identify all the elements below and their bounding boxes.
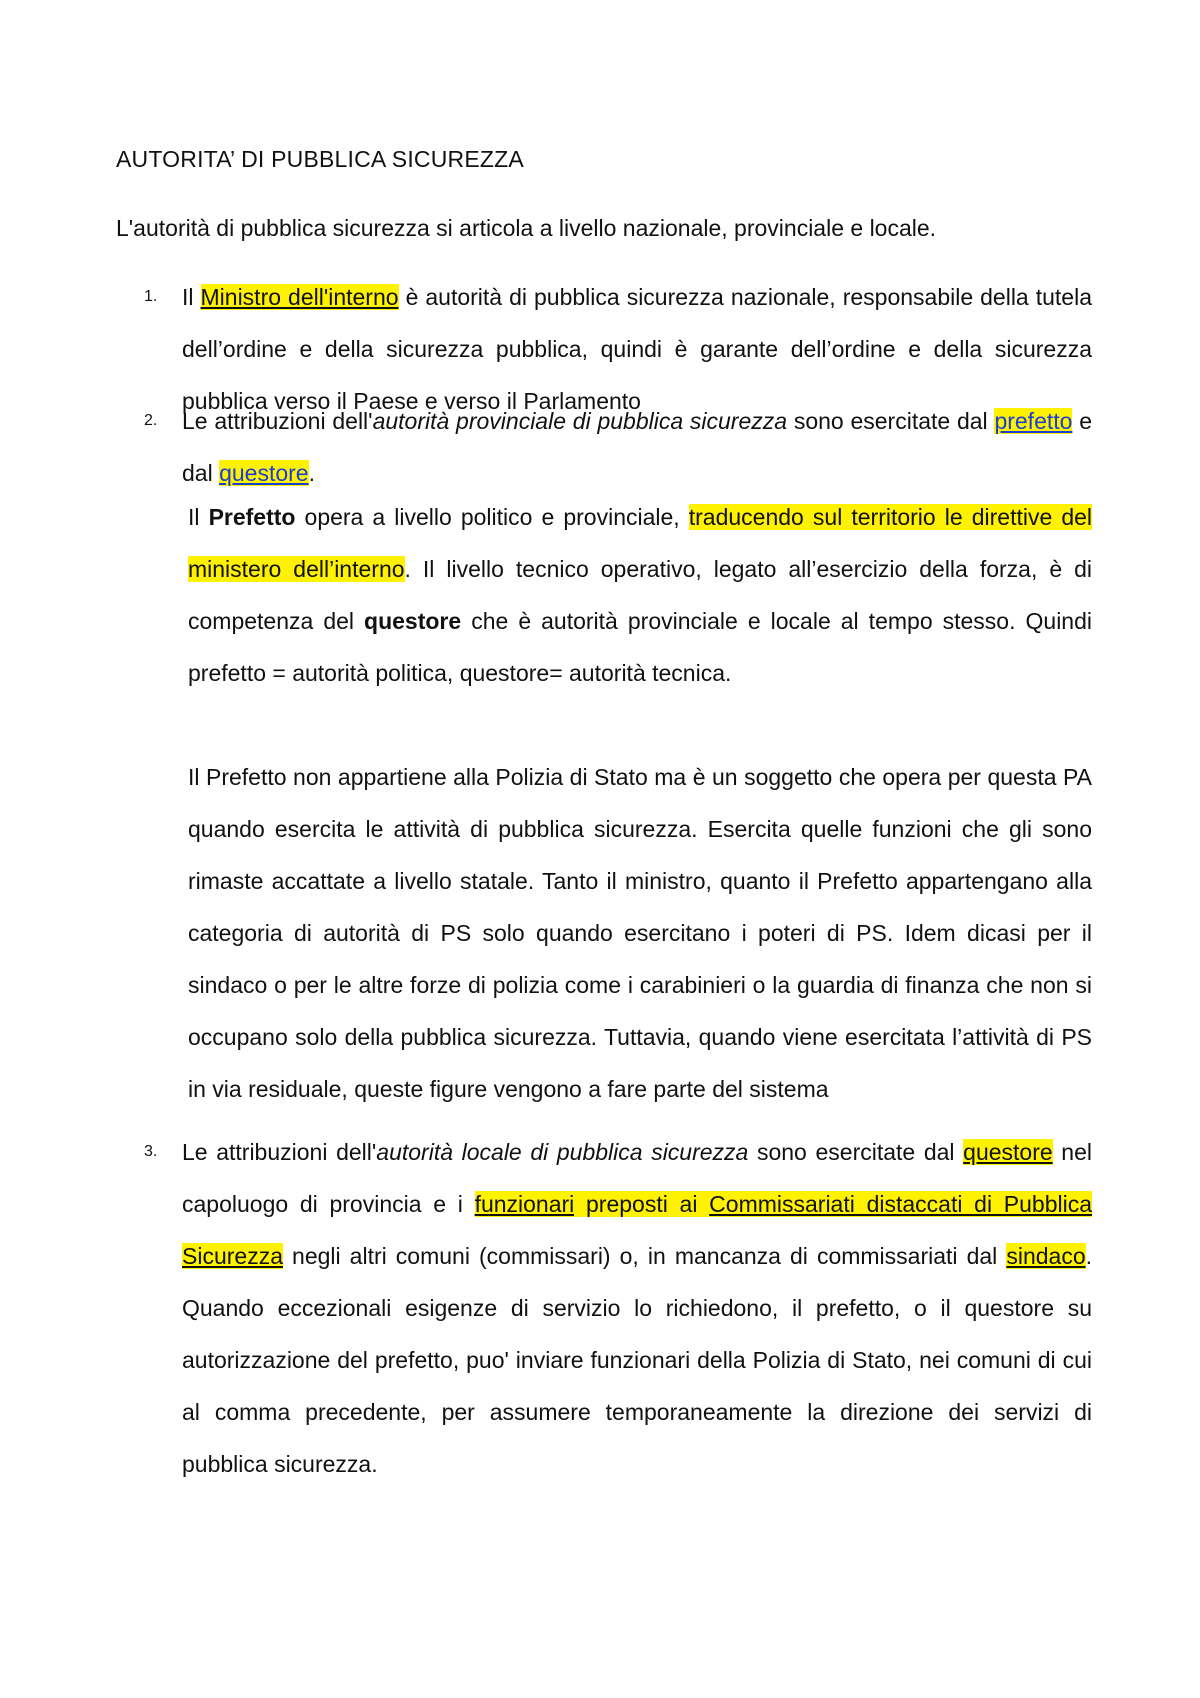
text-span: Il xyxy=(188,504,209,530)
text-span: e dal xyxy=(182,408,1093,486)
prefetto-paragraph xyxy=(188,491,1092,699)
text-span: . Il livello tecnico operativo, legato all’esercizio della forza, è di competenza del xyxy=(188,556,1092,634)
text-span: opera a livello politico e provinciale, xyxy=(295,504,689,530)
list-item-3 xyxy=(144,1126,1092,1490)
list-number: 3. xyxy=(144,1143,158,1160)
text-span: sono esercitate dal xyxy=(787,408,995,434)
list-number: 2. xyxy=(144,412,158,429)
italic-term: autorità provinciale di pubblica sicurezza xyxy=(372,408,788,434)
ministro-link[interactable]: Ministro dell'interno xyxy=(200,284,399,310)
highlighted-text: traducendo sul territorio le direttive del ministero dell’interno xyxy=(188,504,1093,582)
questore-link[interactable]: questore xyxy=(963,1139,1053,1165)
sindaco-link[interactable]: sindaco xyxy=(1006,1243,1086,1269)
commissariati-link[interactable]: Commissariati distaccati di Pubblica Sicurezza xyxy=(182,1191,1092,1269)
prefetto-detail-paragraph: Il Prefetto non appartiene alla Polizia di Stato ma è un soggetto che opera per questa PA quando esercita le attività di pubblica sicurezza. Esercita quelle funzioni che gli sono rimaste accattate a livello statale. Tanto il ministro, quanto il Prefetto appartengano alla categoria di autorità di PS solo quando esercitano i poteri di PS. Idem dicasi per il sindaco o per le altre forze di polizia come i carabinieri o la guardia di finanza che non si occupano solo della pubblica sicurezza. Tuttavia, quando viene esercitata l’attività di PS in via residuale, queste figure vengono a fare parte del sistema xyxy=(188,764,1092,1102)
intro-paragraph: L'autorità di pubblica sicurezza si articola a livello nazionale, provinciale e locale. xyxy=(116,215,937,241)
bold-term: questore xyxy=(364,608,462,634)
text-span: Le attribuzioni dell' xyxy=(182,408,373,434)
list-number: 1. xyxy=(144,288,158,305)
document-title: AUTORITA’ DI PUBBLICA SICUREZZA xyxy=(116,146,524,172)
highlighted-text: preposti ai xyxy=(574,1191,710,1217)
text-span: Il xyxy=(182,284,201,310)
text-span: nel capoluogo di provincia e i xyxy=(182,1139,1092,1217)
text-span: . xyxy=(308,460,315,486)
text-span: è autorità di pubblica sicurezza nazionale, responsabile della tutela dell’ordine e della sicurezza pubblica, quindi è garante dell’ordine e della sicurezza pubblica verso il Paese e verso il Parlamento xyxy=(182,284,1093,414)
list-item-2 xyxy=(144,395,1093,499)
text-span: Le attribuzioni dell' xyxy=(182,1139,377,1165)
text-span: negli altri comuni (commissari) o, in mancanza di commissariati dal xyxy=(282,1243,1007,1269)
questore-link[interactable]: questore xyxy=(219,460,309,486)
funzionari-link[interactable]: funzionari xyxy=(474,1191,575,1217)
text-span: che è autorità provinciale e locale al tempo stesso. Quindi prefetto = autorità politica, questore= autorità tecnica. xyxy=(188,608,1092,686)
text-span: . Quando eccezionali esigenze di servizio lo richiedono, il prefetto, o il questore su autorizzazione del prefetto, puo' inviare funzionari della Polizia di Stato, nei comuni di cui al comma precedente, per assumere temporaneamente la direzione dei servizi di pubblica sicurezza. xyxy=(182,1243,1092,1477)
bold-term: Prefetto xyxy=(208,504,296,530)
italic-term: autorità locale di pubblica sicurezza xyxy=(376,1139,749,1165)
prefetto-link[interactable]: prefetto xyxy=(994,408,1073,434)
text-span: sono esercitate dal xyxy=(748,1139,964,1165)
